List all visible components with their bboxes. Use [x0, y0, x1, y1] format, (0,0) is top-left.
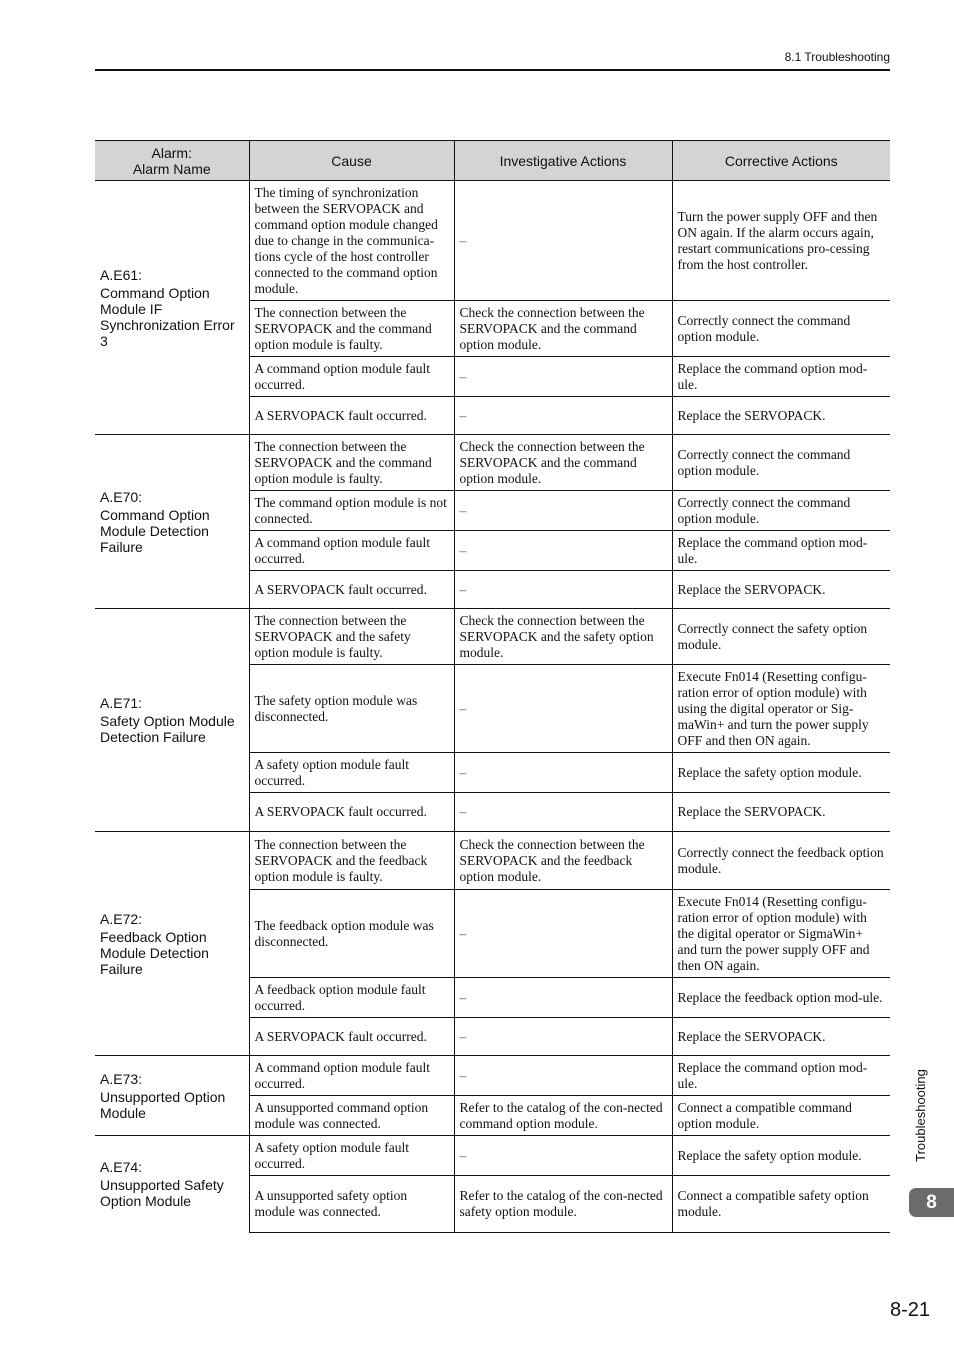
table-row: [95, 181, 890, 301]
alarm-table: [95, 140, 890, 1233]
corrective-cell: Correctly connect the command option module.: [672, 435, 890, 491]
investigative-cell: –: [454, 1018, 672, 1056]
investigative-cell: –: [454, 397, 672, 435]
corrective-cell: Turn the power supply OFF and then ON again. If the alarm occurs again, restart communications pro-cessing from the host controller.: [672, 181, 890, 301]
corrective-cell: Replace the safety option module.: [672, 753, 890, 793]
column-header-cause: Cause: [249, 141, 454, 181]
investigative-cell: –: [454, 753, 672, 793]
corrective-cell: Connect a compatible safety option module.: [672, 1176, 890, 1233]
cause-cell: A SERVOPACK fault occurred.: [249, 397, 454, 435]
investigative-cell: –: [454, 1136, 672, 1176]
cause-cell: A command option module fault occurred.: [249, 1056, 454, 1096]
corrective-cell: Replace the safety option module.: [672, 1136, 890, 1176]
alarm-cell: [95, 832, 249, 1056]
cause-cell: The feedback option module was disconnected.: [249, 890, 454, 978]
alarm-name: Safety Option Module Detection Failure: [100, 713, 235, 745]
investigative-cell: Check the connection between the SERVOPACK and the command option module.: [454, 301, 672, 357]
cause-cell: The connection between the SERVOPACK and the safety option module is faulty.: [249, 609, 454, 665]
alarm-name: Command Option Module Detection Failure: [100, 506, 210, 555]
cause-cell: A safety option module fault occurred.: [249, 1136, 454, 1176]
table-row: [95, 435, 890, 491]
alarm-name: Unsupported Safety Option Module: [100, 1177, 224, 1210]
corrective-cell: Connect a compatible command option module.: [672, 1096, 890, 1136]
cause-cell: A safety option module fault occurred.: [249, 753, 454, 793]
cause-cell: A unsupported command option module was connected.: [249, 1096, 454, 1136]
cause-cell: A unsupported safety option module was connected.: [249, 1176, 454, 1233]
alarm-name: Unsupported Option Module: [100, 1088, 226, 1121]
alarm-name: Feedback Option Module Detection Failure: [100, 928, 209, 977]
cause-cell: A SERVOPACK fault occurred.: [249, 793, 454, 832]
cause-cell: The safety option module was disconnected.: [249, 665, 454, 753]
investigative-cell: –: [454, 357, 672, 397]
side-tab-label: [906, 1060, 934, 1170]
alarm-code: A.E74:: [100, 1159, 143, 1176]
investigative-cell: –: [454, 571, 672, 609]
cause-cell: The timing of synchronization between the SERVOPACK and command option module changed due to change in the communica-tions cycle of the host controller connected to the command option module.: [249, 181, 454, 301]
investigative-cell: Check the connection between the SERVOPACK and the command option module.: [454, 435, 672, 491]
investigative-cell: –: [454, 665, 672, 753]
alarm-code: A.E73:: [100, 1070, 143, 1087]
investigative-cell: –: [454, 1056, 672, 1096]
alarm-cell: [95, 435, 249, 609]
corrective-cell: Replace the SERVOPACK.: [672, 397, 890, 435]
chapter-tab: 8: [909, 1188, 954, 1217]
corrective-cell: Replace the feedback option mod-ule.: [672, 978, 890, 1018]
corrective-cell: Replace the command option mod-ule.: [672, 1056, 890, 1096]
corrective-cell: Replace the command option mod-ule.: [672, 357, 890, 397]
corrective-cell: Replace the command option mod-ule.: [672, 531, 890, 571]
cause-cell: A SERVOPACK fault occurred.: [249, 1018, 454, 1056]
corrective-cell: Correctly connect the safety option module.: [672, 609, 890, 665]
cause-cell: A SERVOPACK fault occurred.: [249, 571, 454, 609]
table-row: [95, 609, 890, 665]
alarm-cell: [95, 1136, 249, 1233]
alarm-code: A.E71:: [100, 695, 143, 711]
cause-cell: A command option module fault occurred.: [249, 531, 454, 571]
investigative-cell: Check the connection between the SERVOPACK and the feedback option module.: [454, 832, 672, 890]
column-header-investigative: Investigative Actions: [454, 141, 672, 181]
corrective-cell: Replace the SERVOPACK.: [672, 1018, 890, 1056]
investigative-cell: –: [454, 793, 672, 832]
corrective-cell: Replace the SERVOPACK.: [672, 793, 890, 832]
investigative-cell: –: [454, 978, 672, 1018]
cause-cell: The connection between the SERVOPACK and the command option module is faulty.: [249, 435, 454, 491]
alarm-code: A.E61:: [100, 266, 143, 283]
investigative-cell: Refer to the catalog of the con-nected safety option module.: [454, 1176, 672, 1233]
corrective-cell: Correctly connect the command option module.: [672, 301, 890, 357]
investigative-cell: –: [454, 491, 672, 531]
alarm-cell: [95, 609, 249, 832]
alarm-code: A.E72:: [100, 910, 143, 927]
table-row: [95, 832, 890, 890]
alarm-name: Command Option Module IF Synchronization Error 3: [100, 284, 235, 349]
header-rule: [95, 69, 890, 71]
alarm-code: A.E70:: [100, 488, 143, 505]
table-header-row: [95, 141, 890, 181]
table-row: [95, 1056, 890, 1096]
alarm-cell: [95, 1056, 249, 1136]
investigative-cell: Refer to the catalog of the con-nected command option module.: [454, 1096, 672, 1136]
cause-cell: A command option module fault occurred.: [249, 357, 454, 397]
running-head: 8.1 Troubleshooting: [784, 50, 890, 64]
corrective-cell: Execute Fn014 (Resetting configu-ration error of option module) with using the digital operator or Sig-maWin+ and turn the power supply OFF and then ON again.: [672, 665, 890, 753]
cause-cell: A feedback option module fault occurred.: [249, 978, 454, 1018]
investigative-cell: –: [454, 890, 672, 978]
cause-cell: The command option module is not connected.: [249, 491, 454, 531]
investigative-cell: –: [454, 181, 672, 301]
investigative-cell: Check the connection between the SERVOPACK and the safety option module.: [454, 609, 672, 665]
side-tab-text: Troubleshooting: [912, 1068, 928, 1162]
cause-cell: The connection between the SERVOPACK and the feedback option module is faulty.: [249, 832, 454, 890]
column-header-corrective: Corrective Actions: [672, 141, 890, 181]
column-header-alarm: [95, 141, 249, 181]
alarm-header-line2: Alarm Name: [132, 160, 211, 177]
corrective-cell: Execute Fn014 (Resetting configu-ration error of option module) with the digital operator or SigmaWin+ and turn the power supply OFF and then ON again.: [672, 890, 890, 978]
corrective-cell: Correctly connect the command option module.: [672, 491, 890, 531]
investigative-cell: –: [454, 531, 672, 571]
table-row: [95, 1136, 890, 1176]
alarm-cell: [95, 181, 249, 435]
corrective-cell: Replace the SERVOPACK.: [672, 571, 890, 609]
cause-cell: The connection between the SERVOPACK and the command option module is faulty.: [249, 301, 454, 357]
alarm-header-line1: Alarm:: [151, 144, 192, 161]
page-number: 8-21: [889, 1299, 930, 1321]
corrective-cell: Correctly connect the feedback option module.: [672, 832, 890, 890]
